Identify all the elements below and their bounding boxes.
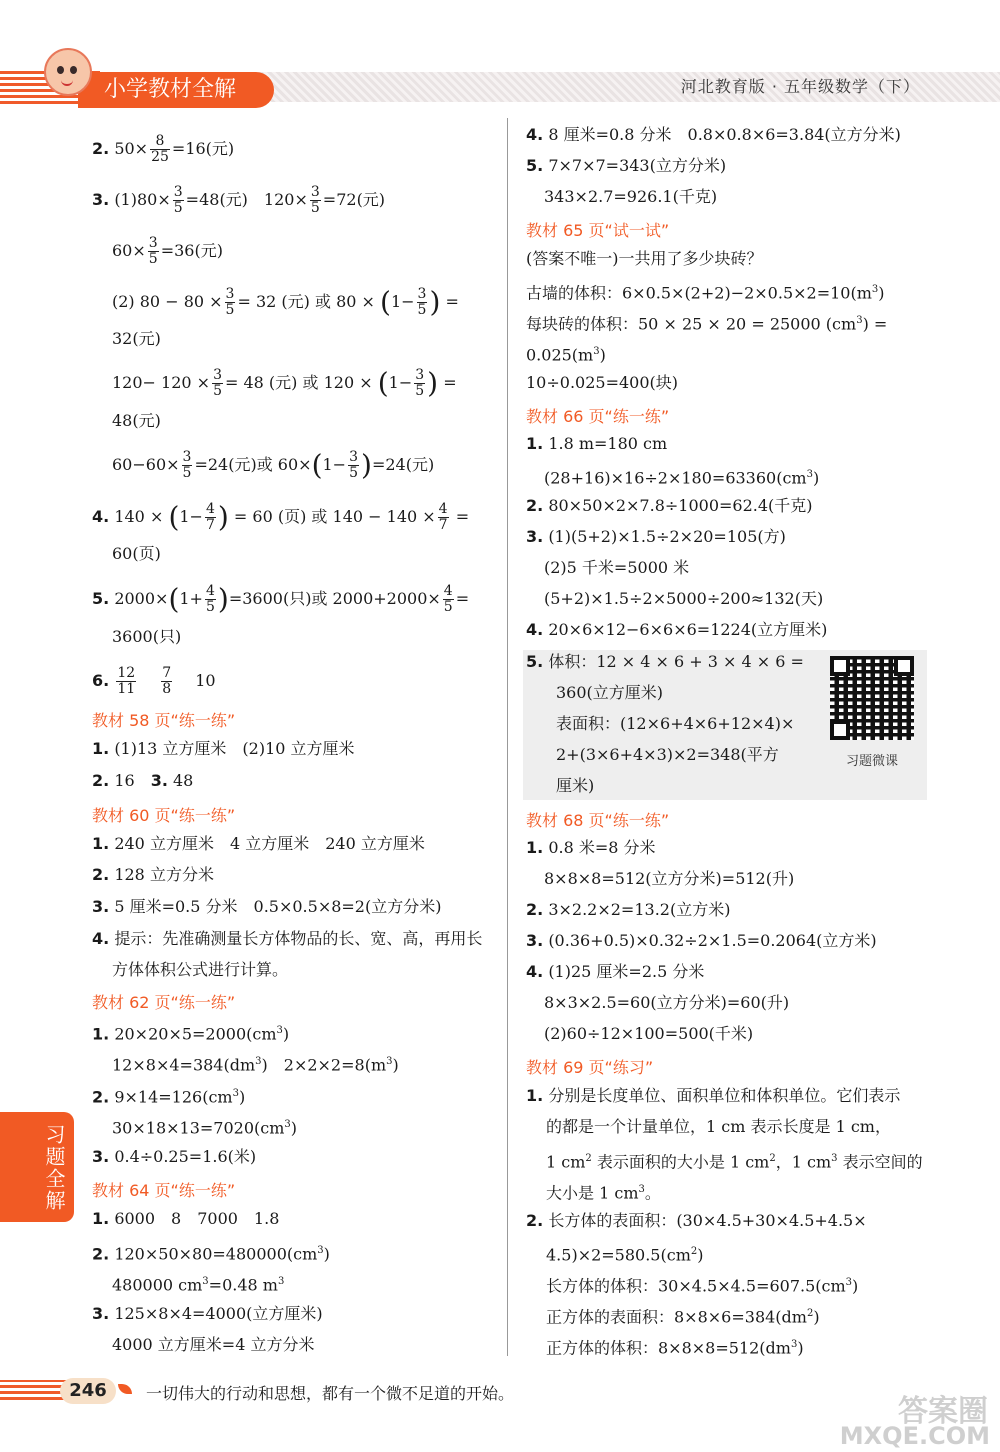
answer-line: 360(立方厘米): [556, 683, 664, 702]
section-heading: 教材 69 页“练习”: [526, 1058, 654, 1077]
answer-line: 8×3×2.5=60(立方分米)=60(升): [544, 993, 790, 1012]
book-info: 河北教育版 · 五年级数学（下）: [680, 77, 920, 96]
answer-line: $0.025(m^3)$: [526, 345, 606, 365]
answer-line: 2+(3×6+4×3)×2=348(平方: [556, 745, 779, 764]
answer-line: 厘米): [556, 776, 595, 795]
answer-line: 古墙的体积：$6\times 0.5\times(2+2)-2\times 0.5\times 2=10(m^3)$: [526, 283, 885, 303]
answer-line: (2)5 千米=5000 米: [544, 558, 690, 577]
answer-line: 4000 立方厘米=4 立方分米: [112, 1335, 315, 1354]
answer-line: 2. 3×2.2×2=13.2(立方米): [526, 900, 731, 919]
answer-line: 2. 16 3. 48: [92, 771, 194, 790]
answer-line: 每块砖的体积：50 × 25 × 20 = 25000 $(cm^3)$ =: [526, 314, 888, 334]
column-divider: [507, 118, 508, 1356]
section-heading: 教材 66 页“练一练”: [526, 407, 670, 426]
watermark-url: MXQE.COM: [839, 1422, 990, 1450]
mascot-icon: [44, 48, 92, 96]
answer-line: 1. 6000 8 7000 1.8: [92, 1209, 280, 1228]
answer-line: 8×8×8=512(立方分米)=512(升): [544, 869, 795, 888]
answer-line: 1. $20\times 20\times 5=2000(cm^3)$: [92, 1024, 290, 1044]
watermark: 答案圈: [898, 1394, 988, 1429]
section-heading: 教材 60 页“练一练”: [92, 806, 236, 825]
answer-line: 正方体的体积：$8\times 8\times 8=512(dm^3)$: [546, 1338, 804, 1358]
answer-line: 1. 1.8 m=180 cm: [526, 434, 668, 453]
leaf-icon: [118, 1384, 132, 1394]
answer-line: 方体体积公式进行计算。: [112, 960, 289, 979]
answer-line: 32(元): [112, 329, 161, 348]
section-heading: 教材 62 页“练一练”: [92, 993, 236, 1012]
answer-line: 2. $9\times 14=126(cm^3)$: [92, 1087, 246, 1107]
answer-line: 3. 5 厘米=0.5 分米 0.5×0.5×8=2(立方分米): [92, 897, 442, 916]
section-heading: 教材 64 页“练一练”: [92, 1181, 236, 1200]
answer-line: 1 $cm^2$ 表示面积的大小是 1 $cm^2$，1 $cm^3$ 表示空间的: [546, 1152, 923, 1172]
answer-line: 3. 125×8×4=4000(立方厘米): [92, 1304, 323, 1323]
answer-line: 2. 80×50×2×7.8÷1000=62.4(千克): [526, 496, 813, 515]
answer-line: 5. 体积：12 × 4 × 6 + 3 × 4 × 6 =: [526, 652, 804, 671]
answer-line: 正方体的表面积：$8\times 8\times 6=384(dm^2)$: [546, 1307, 820, 1327]
answer-line: 1. 分别是长度单位、面积单位和体积单位。它们表示: [526, 1086, 901, 1105]
answer-line: 4. 8 厘米=0.8 分米 0.8×0.8×6=3.84(立方分米): [526, 125, 901, 144]
answer-line: 3600(只): [112, 627, 182, 646]
answer-line: (2) 80 − 80 × $\frac{3}{5}$ = 32 (元) 或 80 × (1− $\frac{3}{5}$ ) =: [112, 285, 459, 319]
qr-finder-icon: [830, 656, 850, 676]
answer-line: 60(页): [112, 544, 161, 563]
answer-line: 10÷0.025=400(块): [526, 373, 679, 392]
answer-line: 3. 0.4÷0.25=1.6(米): [92, 1147, 257, 1166]
answer-line: $(28+16)\times 16\div 2\times 180=63360(cm^3)$: [544, 468, 820, 488]
answer-line: 的都是一个计量单位，1 cm 表示长度是 1 cm，: [546, 1117, 891, 1136]
answer-line: 5. 7×7×7=343(立方分米): [526, 156, 727, 175]
answer-line: 60× $\frac{3}{5}$ =36(元): [112, 235, 223, 267]
answer-line: 2. 长方体的表面积：(30×4.5+30×4.5+4.5×: [526, 1211, 867, 1230]
section-heading: 教材 68 页“练一练”: [526, 811, 670, 830]
answer-line: 480000 $cm^3=0.48$ $m^3$: [112, 1275, 285, 1295]
answer-line: 4. 20×6×12−6×6×6=1224(立方厘米): [526, 620, 828, 639]
qr-finder-icon: [830, 720, 850, 740]
answer-line: 4. 140 × (1− $\frac{4}{7}$ ) = 60 (页) 或 140 − 140 × $\frac{4}{7}$ =: [92, 500, 470, 534]
answer-line: 3. (1)(5+2)×1.5÷2×20=105(方): [526, 527, 786, 546]
answer-line: 3. (0.36+0.5)×0.32÷2×1.5=0.2064(立方米): [526, 931, 877, 950]
page-number: 246: [60, 1378, 116, 1404]
answer-line: 长方体的体积：$30\times 4.5\times 4.5=607.5(cm^3)$: [546, 1276, 859, 1296]
answer-line: 5. 2000×(1+ $\frac{4}{5}$ )=3600(只)或 2000+2000× $\frac{4}{5}$ =: [92, 582, 470, 616]
answer-line: 60−60× $\frac{3}{5}$ =24(元)或 60×(1− $\frac{3}{5}$ )=24(元): [112, 448, 435, 482]
answer-line: 1. (1)13 立方厘米 (2)10 立方厘米: [92, 739, 355, 758]
section-heading: 教材 65 页“试一试”: [526, 221, 670, 240]
answer-line: 1. 0.8 米=8 分米: [526, 838, 656, 857]
answer-line: $12\times 8\times 4=384(dm^3)$ $2\times 2\times 2=8(m^3)$: [112, 1055, 399, 1075]
answer-line: (2)60÷12×100=500(千米): [544, 1024, 754, 1043]
answer-line: 48(元): [112, 411, 161, 430]
answer-line: 120− 120 × $\frac{3}{5}$ = 48 (元) 或 120 × (1− $\frac{3}{5}$ ) =: [112, 366, 457, 400]
section-heading: 教材 58 页“练一练”: [92, 711, 236, 730]
side-tab: 习题全解: [0, 1112, 74, 1222]
answer-line: (5+2)×1.5÷2×5000÷200≈132(天): [544, 589, 824, 608]
answer-line: 4. 提示：先准确测量长方体物品的长、宽、高，再用长: [92, 929, 483, 948]
answer-line: 6. $\frac{12}{11}$ $\frac{7}{8}$ 10: [92, 665, 216, 697]
brand-title: 小学教材全解: [78, 72, 274, 108]
answer-line: 2. 128 立方分米: [92, 865, 214, 884]
footer-motto: 一切伟大的行动和思想，都有一个微不足道的开始。: [146, 1384, 515, 1403]
answer-line: 2. $120\times 50\times 80=480000(cm^3)$: [92, 1244, 330, 1264]
answer-line: 2. 50× $\frac{8}{25}$ =16(元): [92, 133, 235, 165]
qr-caption: 习题微课: [846, 754, 899, 769]
answer-line: (答案不唯一)一共用了多少块砖？: [526, 249, 763, 268]
answer-line: $4.5)\times 2=580.5(cm^2)$: [546, 1245, 704, 1265]
answer-line: 1. 240 立方厘米 4 立方厘米 240 立方厘米: [92, 834, 425, 853]
answer-line: 4. (1)25 厘米=2.5 分米: [526, 962, 705, 981]
answer-line: 343×2.7=926.1(千克): [544, 187, 718, 206]
answer-line: 3. (1)80× $\frac{3}{5}$ =48(元) 120× $\frac{3}{5}$ =72(元): [92, 184, 386, 216]
answer-line: 表面积：(12×6+4×6+12×4)×: [556, 714, 795, 733]
answer-line: $30\times 18\times 13=7020(cm^3)$: [112, 1118, 298, 1138]
qr-finder-icon: [894, 656, 914, 676]
answer-line: 大小是 1 $cm^3$。: [546, 1183, 661, 1203]
